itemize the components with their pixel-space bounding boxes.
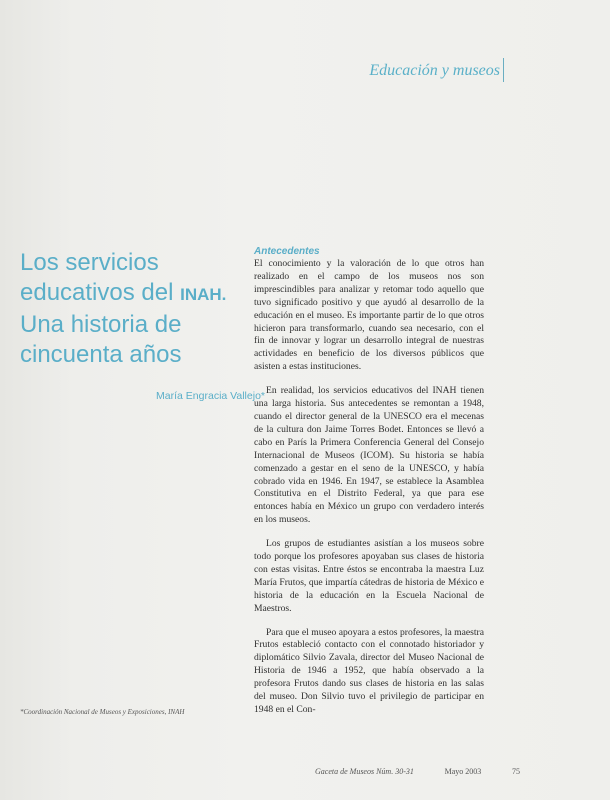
subhead-antecedentes: Antecedentes	[254, 246, 320, 257]
title-inah: INAH.	[180, 285, 227, 304]
paragraph-3: Los grupos de estudiantes asistían a los museos sobre todo porque los profesores apoyaban sus clases de historia con estas visitas. Entre éstos se encontraba la maestra Luz María Frutos, que impartía cátedras de historia de México e historia de la educación en la Escuela Nacional de Maestros.	[254, 538, 484, 614]
title-line-1: Los servicios	[20, 249, 159, 276]
footer-journal: Gaceta de Museos Núm. 30-31	[315, 767, 414, 776]
title-line-3: Una historia de	[20, 311, 182, 338]
paragraph-4: Para que el museo apoyara a estos profesores, la maestra Frutos estableció contacto con el connotado historiador y diplomático Silvio Zavala, director del Museo Nacional de Historia de 1946 a 1952, que había observado a la profesora Frutos dando sus clases de historia en las salas del museo. Don Silvio tuvo el privilegio de participar en 1948 en el Con-	[254, 626, 484, 715]
paragraph-2: En realidad, los servicios educativos del INAH tienen una larga historia. Sus antecedentes se remontan a 1948, cuando el director general de la UNESCO era el mecenas de la cultura don Jaime Torres Bodet. Entonces se llevó a cabo en París la Primera Conferencia General del Consejo Internacional de Museos (ICOM). Su historia se había comenzado a gestar en el seno de la UNESCO, y había cobrado vida en 1946. En 1947, se establece la Asamblea Constitutiva en el Distrito Federal, ya que para ese entonces había en México un grupo con verdadero interés en los museos.	[254, 385, 484, 526]
paragraph-1: El conocimiento y la valoración de lo que otros han realizado en el campo de los museos nos son imprescindibles para analizar y retomar todo aquello que tuvo significado positivo y que ayudó al desarrollo de la educación en el museo. Es importante partir de lo que otros hicieron para transformarlo, cuando sea necesario, con el fin de innovar y lograr un desarrollo integral de nuestras actividades en beneficio de los diversos públicos que asisten a estas instituciones.	[254, 258, 484, 373]
article-title	[20, 248, 250, 370]
footer-page-number: 75	[511, 767, 520, 776]
header-rule	[503, 58, 504, 82]
title-line-2: educativos del	[20, 279, 181, 306]
author-name: María Engracia Vallejo*	[156, 390, 265, 402]
title-line-4: cincuenta años	[20, 341, 182, 368]
page-footer	[315, 767, 520, 776]
footnote: *Coordinación Nacional de Museos y Exposiciones, INAH	[20, 708, 185, 716]
section-header: Educación y museos	[369, 62, 500, 79]
body-column	[254, 246, 484, 717]
footer-date: Mayo 2003	[444, 767, 482, 776]
